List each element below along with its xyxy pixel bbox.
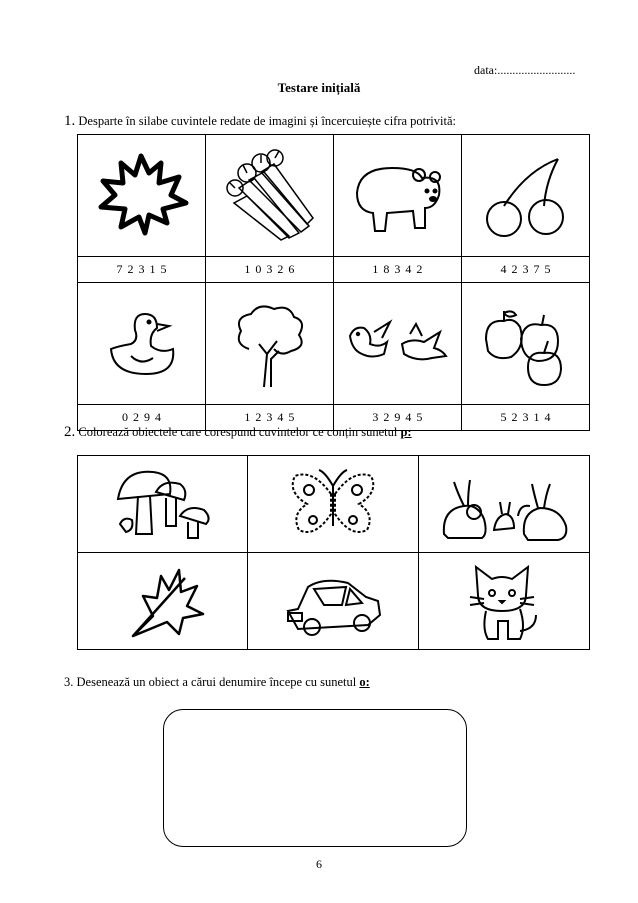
- task2-instruction: [64, 424, 412, 441]
- task3-instruction: [64, 675, 370, 690]
- task3-text: 3. Desenează un obiect a cărui denumire începe cu sunetul: [64, 675, 360, 689]
- birds-icon: [342, 314, 452, 374]
- mushrooms-icon: [108, 464, 218, 544]
- bear-icon: [347, 153, 447, 238]
- task2-sound: p:: [400, 425, 412, 439]
- task1-text: Desparte în silabe cuvintele redate de imagini și încercuiește cifra potrivită:: [78, 114, 456, 128]
- task2-cell[interactable]: [78, 456, 248, 553]
- syllable-digits[interactable]: 0 2 9 4: [78, 405, 206, 431]
- task1-cell: [205, 283, 333, 405]
- apples-icon: [476, 299, 576, 389]
- task2-grid: [77, 455, 590, 650]
- syllable-digits[interactable]: 1 8 3 4 2: [333, 257, 461, 283]
- task1-cell: [78, 135, 206, 257]
- carrots-icon: [219, 148, 319, 243]
- syllable-digits[interactable]: 3 2 9 4 5: [333, 405, 461, 431]
- page-title: Testare inițială: [277, 80, 361, 95]
- task2-cell[interactable]: [418, 553, 589, 650]
- task1-cell: [462, 283, 590, 405]
- task1-grid: [77, 134, 590, 431]
- task1-cell: [462, 135, 590, 257]
- cherries-icon: [476, 151, 576, 241]
- task2-cell[interactable]: [418, 456, 589, 553]
- task2-text: Colorează obiectele care corespund cuvintelor ce conțin sunetul: [78, 425, 401, 439]
- task3-sound: o:: [359, 675, 370, 689]
- duck-icon: [91, 304, 191, 384]
- butterfly-icon: [283, 464, 383, 544]
- page-number: 6: [316, 857, 322, 871]
- leaf-icon: [113, 556, 213, 646]
- task1-cell: [333, 283, 461, 405]
- task2-cell[interactable]: [248, 456, 418, 553]
- syllable-digits[interactable]: 1 2 3 4 5: [205, 405, 333, 431]
- tree-icon: [219, 299, 319, 389]
- task1-cell: [333, 135, 461, 257]
- task2-cell[interactable]: [248, 553, 418, 650]
- task1-instruction: [64, 113, 456, 130]
- task1-cell: [205, 135, 333, 257]
- maple-leaf-icon: [91, 151, 191, 241]
- syllable-digits[interactable]: 4 2 3 7 5: [462, 257, 590, 283]
- task1-number: 1.: [64, 113, 76, 129]
- car-icon: [278, 561, 388, 641]
- kitten-icon: [464, 559, 544, 644]
- task2-cell[interactable]: [78, 553, 248, 650]
- date-label: data:..........................: [474, 63, 576, 77]
- syllable-digits[interactable]: 7 2 3 1 5: [78, 257, 206, 283]
- syllable-digits[interactable]: 5 2 3 1 4: [462, 405, 590, 431]
- drawing-area[interactable]: [163, 709, 467, 847]
- rabbits-icon: [434, 464, 574, 544]
- syllable-digits[interactable]: 1 0 3 2 6: [205, 257, 333, 283]
- task2-number: 2.: [64, 424, 76, 440]
- task1-cell: [78, 283, 206, 405]
